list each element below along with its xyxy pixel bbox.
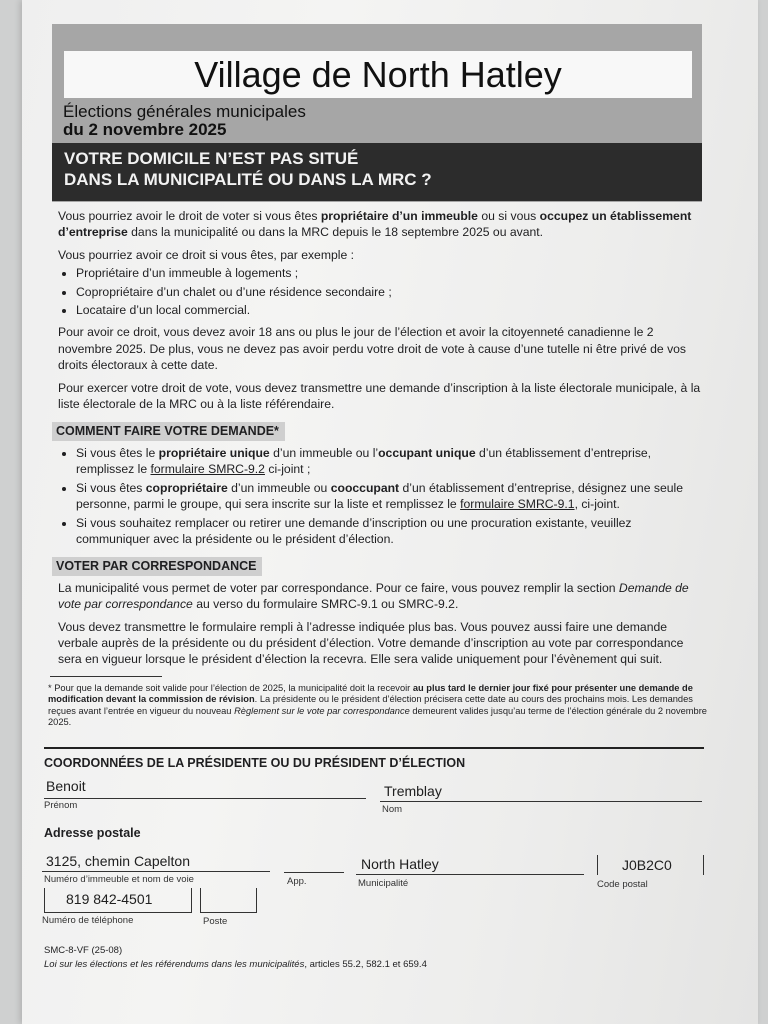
list-item: • Si vous souhaitez remplacer ou retirer une demande d’inscription ou une procuration existante, veuillez communiquer avec la présidente ou le président d’élection. <box>76 515 704 548</box>
text: d’un établissement d’entreprise, remplissez le <box>76 445 652 477</box>
text: d’un immeuble ou l’ <box>269 445 379 460</box>
first-name-value: Benoit <box>46 778 86 794</box>
document-body <box>48 208 707 728</box>
text: Si vous êtes <box>76 480 146 495</box>
apartment-label: App. <box>287 876 307 887</box>
banner-line-1: VOTRE DOMICILE N’EST PAS SITUÉ <box>64 149 359 168</box>
section-title-demande: COMMENT FAIRE VOTRE DEMANDE* <box>52 422 285 440</box>
list-item: • Copropriétaire d’un chalet ou d’une résidence secondaire ; <box>76 284 704 300</box>
street-line <box>42 871 270 872</box>
city-label: Municipalité <box>358 878 409 889</box>
banner-heading <box>64 148 694 190</box>
subtitle-date: du 2 novembre 2025 <box>63 120 227 139</box>
text-bold: au plus tard le dernier jour fixé pour présenter une demande de modification devant la commission de révision <box>48 682 693 705</box>
postal-box-left <box>597 855 598 875</box>
form-divider <box>44 747 704 749</box>
phone-value: 819 842-4501 <box>66 891 153 907</box>
apartment-line <box>284 872 344 873</box>
text: ci-joint ; <box>264 462 311 477</box>
text: * Pour que la demande soit valide pour l’élection de 2025, la municipalité doit la recevoir <box>48 682 413 693</box>
street-value: 3125, chemin Capelton <box>46 853 190 869</box>
street-label: Numéro d’immeuble et nom de voie <box>44 874 194 885</box>
footnote-divider <box>50 676 162 677</box>
text-bold: occupant unique <box>378 445 476 460</box>
city-value: North Hatley <box>361 856 439 872</box>
list-item <box>76 480 704 513</box>
form-reference: formulaire SMRC-9.2 <box>150 462 265 477</box>
examples-list <box>58 265 704 318</box>
text: d’un immeuble ou <box>227 480 331 495</box>
postal-code-value: J0B2C0 <box>622 857 672 873</box>
demande-list <box>58 445 704 547</box>
text: , ci-joint. <box>574 497 620 512</box>
phone-label: Numéro de téléphone <box>42 915 134 926</box>
document-footer <box>44 944 427 972</box>
city-line <box>356 874 584 875</box>
first-name-line <box>44 798 366 799</box>
postal-code-label: Code postal <box>597 879 648 890</box>
postal-address-title: Adresse postale <box>44 826 141 840</box>
text-bold: occupez un établissement d’entreprise <box>58 209 692 240</box>
law-articles: , articles 55.2, 582.1 et 659.4 <box>304 959 427 970</box>
text: La municipalité vous permet de voter par correspondance. Pour ce faire, vous pouvez remplir la section <box>58 580 619 595</box>
extension-label: Poste <box>203 916 228 927</box>
intro-paragraph-4: Pour exercer votre droit de vote, vous devez transmettre une demande d’inscription à la liste électorale municipale, à la liste électorale de la MRC ou à la liste référendaire. <box>58 380 701 412</box>
list-item <box>76 445 704 478</box>
text: demeurent valides jusqu’au terme de l’élection générale du 2 novembre 2025. <box>48 705 707 727</box>
subtitle-elections: Élections générales municipales <box>63 102 306 121</box>
banner-line-2: DANS LA MUNICIPALITÉ OU DANS LA MRC ? <box>64 170 432 189</box>
last-name-value: Tremblay <box>384 783 442 799</box>
coordinates-title: COORDONNÉES DE LA PRÉSIDENTE OU DU PRÉSIDENT D’ÉLECTION <box>44 756 466 770</box>
form-code: SMC-8-VF (25-08) <box>44 945 123 956</box>
section-title-correspondance: VOTER PAR CORRESPONDANCE <box>52 557 262 575</box>
form-reference: formulaire SMRC-9.1 <box>460 497 575 512</box>
text: au verso du formulaire SMRC-9.1 ou SMRC-9.2. <box>192 597 459 612</box>
text-italic: Demande de vote par correspondance <box>58 580 689 612</box>
last-name-label: Nom <box>382 804 403 815</box>
text: Vous pourriez avoir le droit de voter si vous êtes <box>58 209 321 223</box>
text: . La présidente ou le président d’élection précisera cette date au cours des prochains mois. Les demandes reçues avant l’entrée en vigueur du nouveau <box>48 694 693 716</box>
text: ou si vous <box>477 209 540 223</box>
law-reference <box>44 958 427 972</box>
first-name-label: Prénom <box>44 800 78 811</box>
footnote <box>48 683 708 729</box>
extension-box <box>200 888 257 913</box>
correspondance-paragraph-1 <box>58 580 704 613</box>
text: dans la municipalité ou dans la MRC depuis le 18 septembre 2025 ou avant. <box>127 225 544 240</box>
intro-paragraph-3: Pour avoir ce droit, vous devez avoir 18 ans ou plus le jour de l’élection et avoir la citoyenneté canadienne le 2 novembre 2025. De plus, vous ne devez pas avoir perdu votre droit de vote à cause d’une tutelle ni être privé de vos droits électoraux à cette date. <box>58 325 687 373</box>
text-italic: Règlement sur le vote par correspondance <box>234 705 410 716</box>
law-title: Loi sur les élections et les référendums dans les municipalités <box>44 959 305 970</box>
text-bold: cooccupant <box>330 480 400 495</box>
text: Si vous êtes le <box>76 445 159 460</box>
text: d’un établissement d’entreprise, désignez une seule personne, parmi le groupe, qui sera inscrite sur la liste et remplissez le <box>76 480 684 512</box>
intro-paragraph-2: Vous pourriez avoir ce droit si vous êtes, par exemple : <box>58 247 355 262</box>
list-item: • Propriétaire d’un immeuble à logements ; <box>76 265 704 281</box>
page-title: Village de North Hatley <box>64 51 692 98</box>
intro-paragraph-1 <box>58 208 704 241</box>
last-name-line <box>380 801 702 802</box>
postal-box-right <box>703 855 704 875</box>
list-item: • Locataire d’un local commercial. <box>76 302 704 318</box>
text-bold: propriétaire unique <box>158 445 270 460</box>
correspondance-paragraph-2: Vous devez transmettre le formulaire rempli à l’adresse indiquée plus bas. Vous pouvez aussi faire une demande verbale auprès de la présidente ou du président d’élection. Votre demande d’inscription au vote par correspondance sera en vigueur lorsque le président d’élection la recevra. Elle sera valide uniquement pour l’évènement qui suit. <box>58 619 684 667</box>
text-bold: propriétaire d’un immeuble <box>320 209 478 223</box>
text-bold: copropriétaire <box>145 480 228 495</box>
